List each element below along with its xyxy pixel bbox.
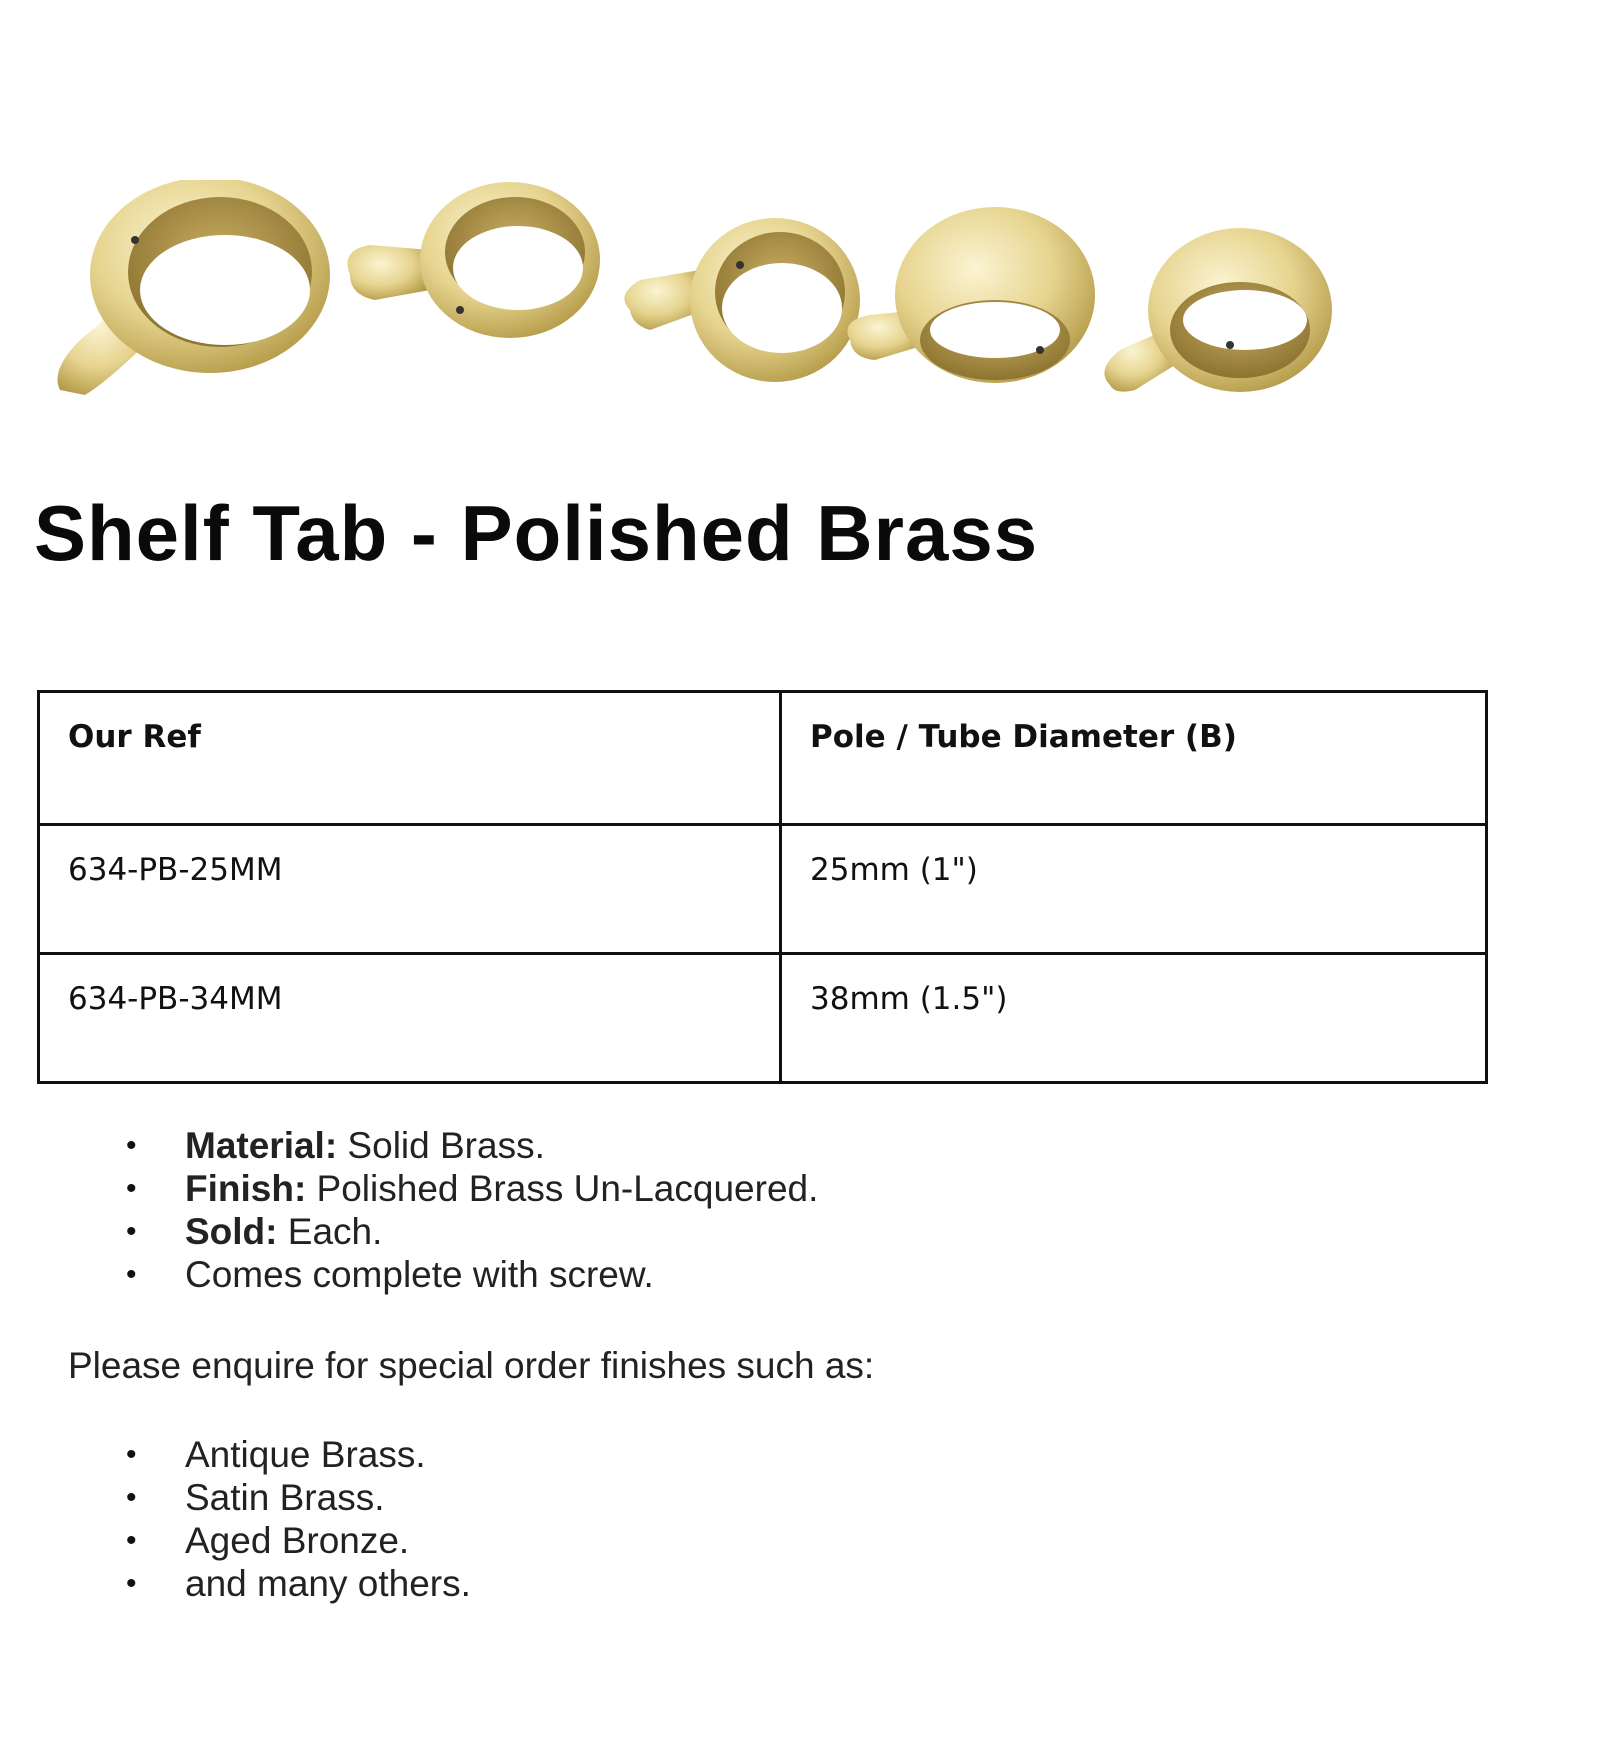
bullet-icon: • [126, 1172, 137, 1205]
bullet-icon: • [126, 1438, 137, 1471]
feature-label: Finish: [185, 1168, 307, 1209]
table-row [39, 954, 1487, 1083]
finish-list [118, 1433, 471, 1605]
shelf-tab-5-image [1104, 228, 1332, 392]
list-item [118, 1167, 818, 1210]
feature-text: Each. [277, 1211, 383, 1252]
shelf-tab-4-image [848, 207, 1096, 383]
feature-text: Comes complete with screw. [185, 1254, 654, 1295]
spec-table [37, 690, 1488, 1084]
list-item [118, 1562, 471, 1605]
table-cell-ref: 634-PB-25MM [39, 825, 781, 954]
feature-text: Solid Brass. [337, 1125, 545, 1166]
shelf-tab-2-image [348, 182, 601, 338]
feature-text: Polished Brass Un-Lacquered. [306, 1168, 819, 1209]
list-item [118, 1476, 471, 1519]
table-cell-diameter: 25mm (1") [781, 825, 1487, 954]
list-item [118, 1519, 471, 1562]
table-cell-diameter: 38mm (1.5") [781, 954, 1487, 1083]
list-item [118, 1124, 818, 1167]
table-cell-ref: 634-PB-34MM [39, 954, 781, 1083]
table-row [39, 825, 1487, 954]
bullet-icon: • [126, 1524, 137, 1557]
special-order-note: Please enquire for special order finishes such as: [68, 1345, 875, 1386]
list-item [118, 1433, 471, 1476]
bullet-icon: • [126, 1129, 137, 1162]
finish-text: Aged Bronze. [185, 1520, 410, 1561]
page-title: Shelf Tab - Polished Brass [34, 489, 1039, 577]
bullet-icon: • [126, 1258, 137, 1291]
bullet-icon: • [126, 1215, 137, 1248]
finish-text: Antique Brass. [185, 1434, 426, 1475]
shelf-tab-1-image [58, 180, 331, 395]
shelf-tab-3-image [624, 218, 860, 382]
list-item [118, 1253, 818, 1296]
list-item [118, 1210, 818, 1253]
feature-label: Material: [185, 1125, 338, 1166]
column-header-our-ref: Our Ref [39, 692, 781, 825]
table-header-row [39, 692, 1487, 825]
bullet-icon: • [126, 1481, 137, 1514]
product-image [40, 180, 1460, 440]
finish-text: Satin Brass. [185, 1477, 385, 1518]
feature-label: Sold: [185, 1211, 278, 1252]
finish-text: and many others. [185, 1563, 471, 1604]
column-header-diameter: Pole / Tube Diameter (B) [781, 692, 1487, 825]
feature-list [118, 1124, 818, 1296]
bullet-icon: • [126, 1567, 137, 1600]
